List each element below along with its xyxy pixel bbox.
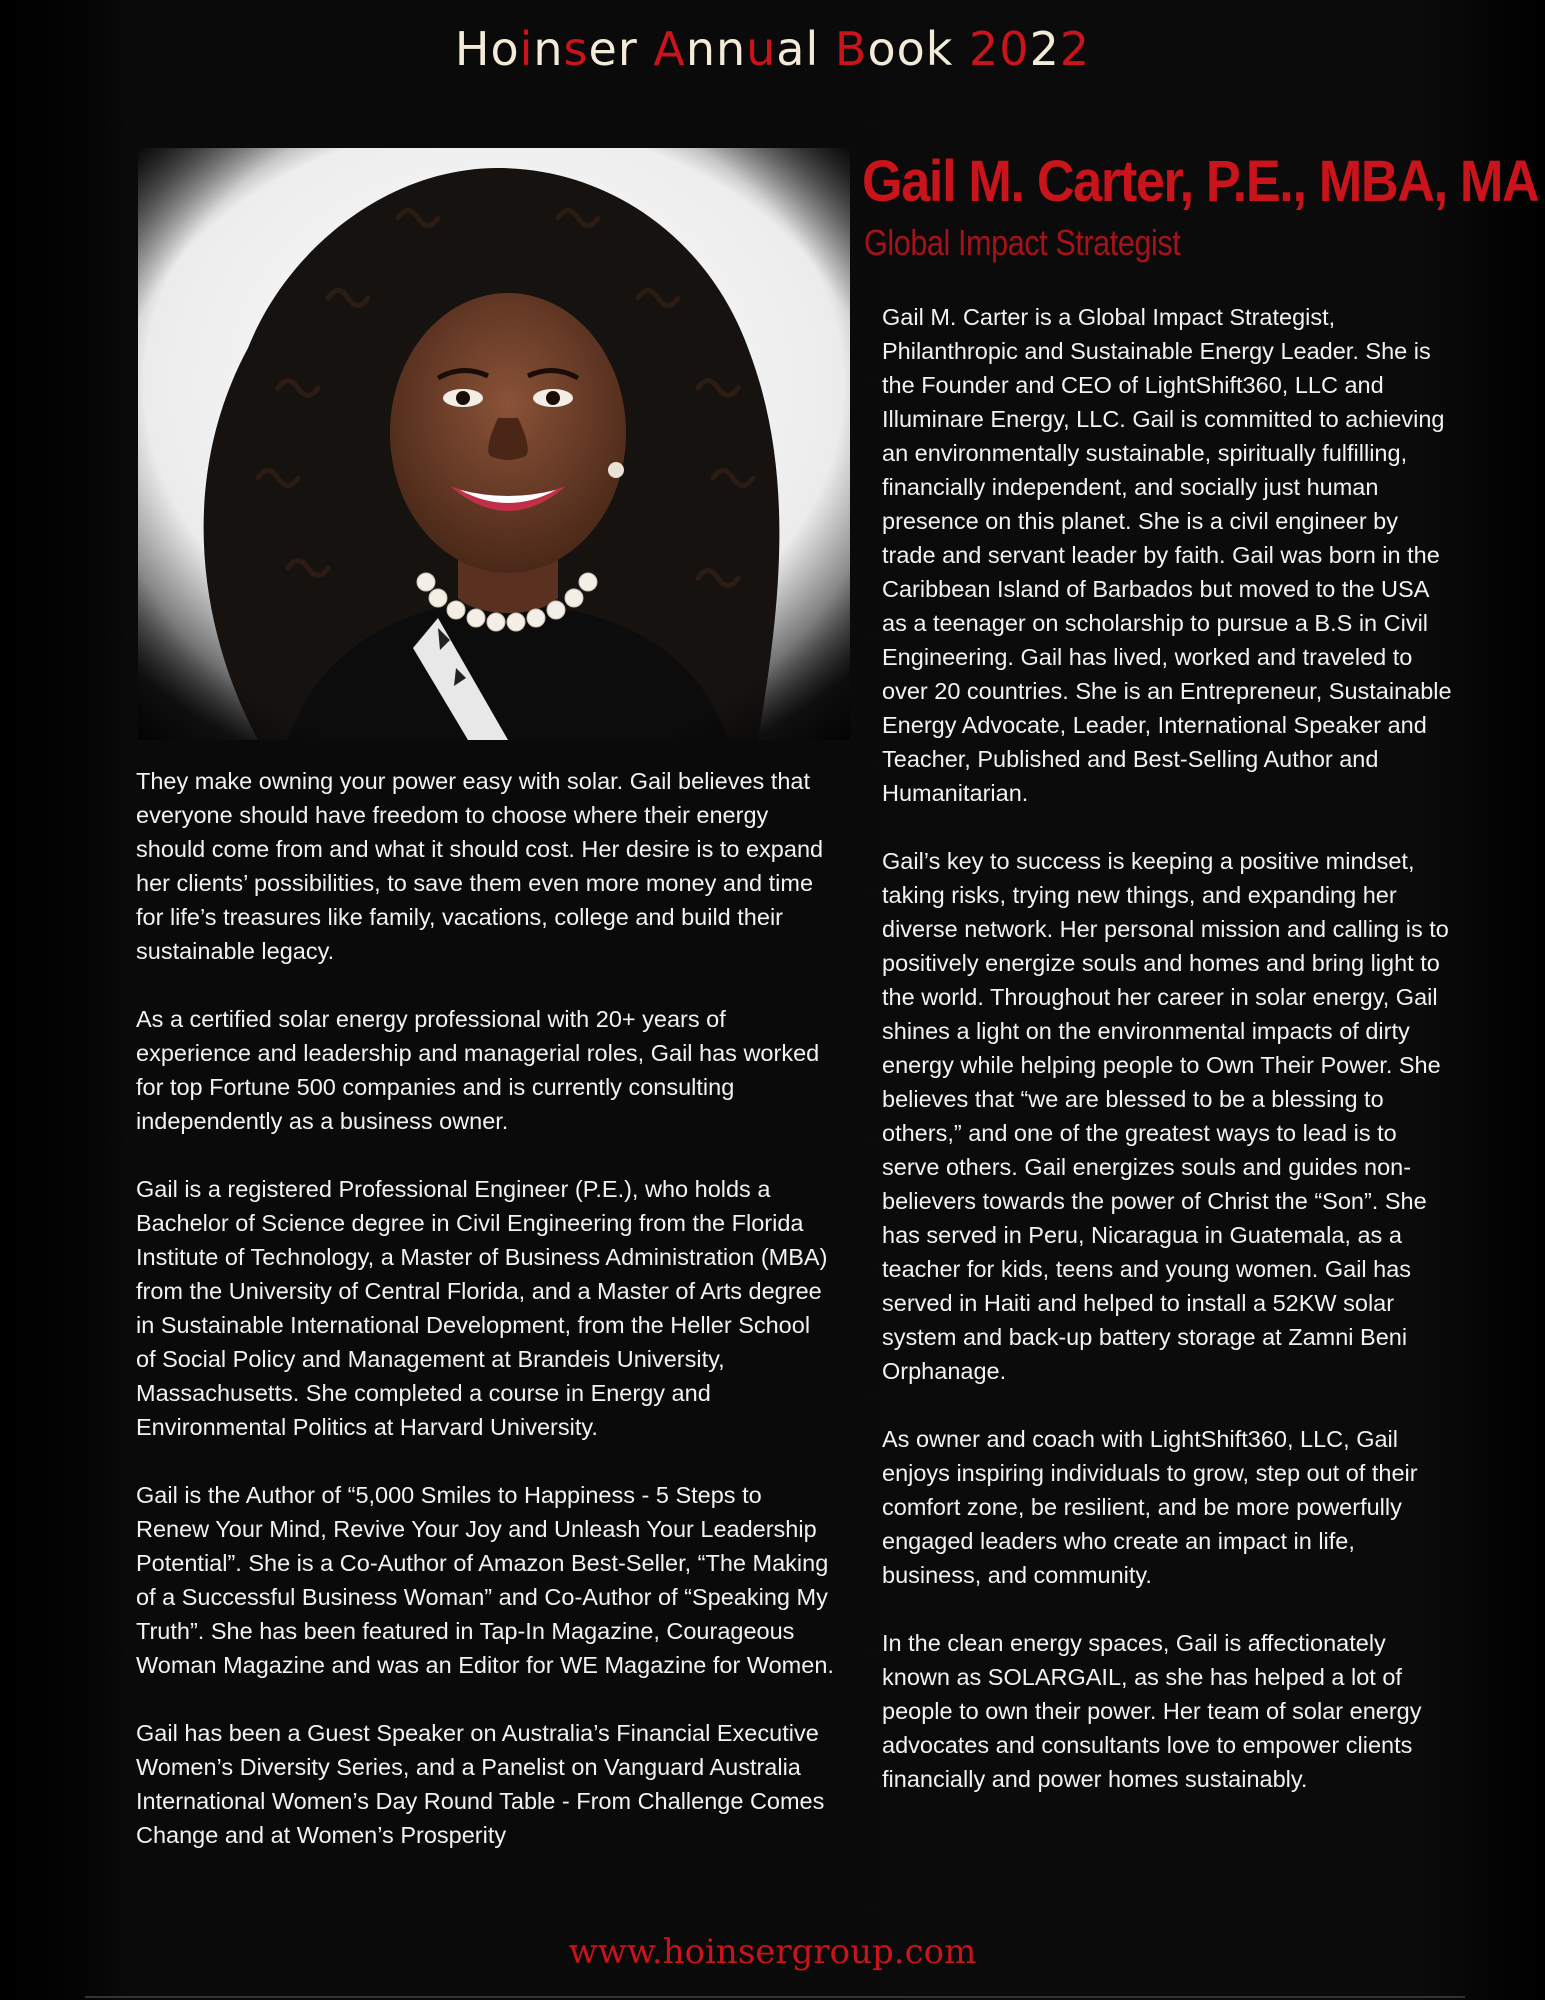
header-part: 2 — [1059, 22, 1091, 76]
header-part: i — [519, 22, 534, 76]
header-part: s — [563, 22, 589, 76]
portrait-photo — [138, 148, 850, 740]
bio-paragraph: Gail has been a Guest Speaker on Australia’s Financial Executive Women’s Diversity Series, and a Panelist on Vanguard Australia International Women’s Day Round Table - From Challenge Comes Change and at Women’s Prosperity — [136, 1720, 825, 1848]
left-text-column — [136, 764, 836, 1886]
portrait-illustration — [138, 148, 850, 740]
bio-paragraph: Gail is the Author of “5,000 Smiles to Happiness - 5 Steps to Renew Your Mind, Revive Your Joy and Unleash Your Leadership Potential”. She is a Co-Author of Amazon Best-Seller, “The Making of a Successful Business Woman” and Co-Author of “Speaking My Truth”. She has been featured in Tap-In Magazine, Courageous Woman Magazine and was an Editor for WE Magazine for Women. — [136, 1482, 834, 1678]
profile-role: Global Impact Strategist — [864, 222, 1181, 263]
header-part: B — [834, 22, 868, 76]
header-part: al — [776, 22, 835, 76]
header-part: k — [925, 22, 970, 76]
profile-name: Gail M. Carter, P.E., MBA, MA — [862, 149, 1539, 214]
header-part: u — [746, 22, 777, 76]
right-text-column — [882, 300, 1452, 1830]
bio-paragraph: They make owning your power easy with solar. Gail believes that everyone should have freedom to choose where their energy should come from and what it should cost. Her desire is to expand her clients’ possibilities, to save them even more money and time for life’s treasures like family, vacations, college and build their sustainable legacy. — [136, 768, 824, 964]
bio-paragraph: In the clean energy spaces, Gail is affectionately known as SOLARGAIL, as she has helped a lot of people to own their power. Her team of solar energy advocates and consultants love to empower clients financially and power homes sustainably. — [882, 1630, 1422, 1792]
footer-website-link[interactable]: www.hoinsergroup.com — [568, 1932, 977, 1972]
header-part: A — [653, 22, 686, 76]
header-part: oo — [867, 22, 926, 76]
header-part: er — [588, 22, 654, 76]
bottom-divider — [85, 1996, 1465, 1998]
header-part: 2 — [1029, 22, 1060, 76]
header-part: n — [533, 22, 564, 76]
bio-paragraph: Gail’s key to success is keeping a positive mindset, taking risks, trying new things, and expanding her diverse network. Her personal mission and calling is to positively energize souls and homes and bring light to the world. Throughout her career in solar energy, Gail shines a light on the environmental impacts of dirty energy while helping people to Own Their Power. She believes that “we are blessed to be a blessing to others,” and one of the greatest ways to lead is to serve others. Gail energizes souls and guides non-believers towards the power of Christ the “Son”. She has served in Peru, Nicaragua in Guatemala, as a teacher for kids, teens and young women. Gail has served in Haiti and helped to install a 52KW solar system and back-up battery storage at Zamni Beni Orphanage. — [882, 848, 1449, 1384]
header-part: Ho — [454, 22, 520, 76]
bio-paragraph: Gail M. Carter is a Global Impact Strategist, Philanthropic and Sustainable Energy Leader. She is the Founder and CEO of LightShift360, LLC and Illuminare Energy, LLC. Gail is committed to achieving an environmentally sustainable, spiritually fulfilling, financially independent, and socially just human presence on this planet. She is a civil engineer by trade and servant leader by faith. Gail was born in the Caribbean Island of Barbados but moved to the USA as a teenager on scholarship to pursue a B.S in Civil Engineering. Gail has lived, worked and traveled to over 20 countries. She is an Entrepreneur, Sustainable Energy Advocate, Leader, International Speaker and Teacher, Published and Best-Selling Author and Humanitarian. — [882, 304, 1452, 806]
bio-paragraph: As owner and coach with LightShift360, LLC, Gail enjoys inspiring individuals to grow, step out of their comfort zone, be resilient, and be more powerfully engaged leaders who create an impact in life, business, and community. — [882, 1426, 1418, 1588]
bio-paragraph: As a certified solar energy professional with 20+ years of experience and leadership and managerial roles, Gail has worked for top Fortune 500 companies and is currently consulting independently as a business owner. — [136, 1006, 820, 1134]
bio-paragraph: Gail is a registered Professional Engineer (P.E.), who holds a Bachelor of Science degree in Civil Engineering from the Florida Institute of Technology, a Master of Business Administration (MBA) from the University of Central Florida, and a Master of Arts degree in Sustainable International Development, from the Heller School of Social Policy and Management at Brandeis University, Massachusetts. She completed a course in Energy and Environmental Politics at Harvard University. — [136, 1176, 828, 1440]
page-header-title — [0, 22, 1545, 76]
header-part: 20 — [969, 22, 1030, 76]
header-part: nn — [685, 22, 747, 76]
